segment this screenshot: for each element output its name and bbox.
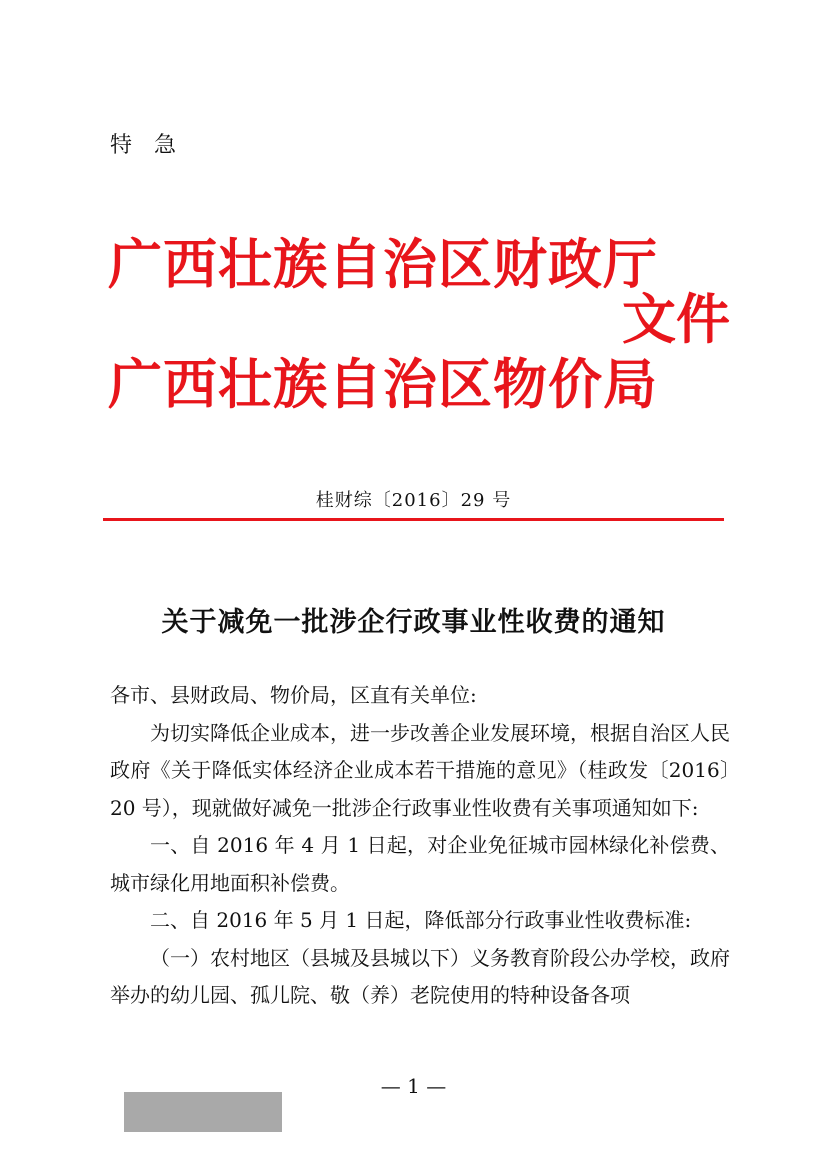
page-number: — 1 — [380,1074,447,1098]
body-paragraph: 为切实降低企业成本，进一步改善企业发展环境，根据自治区人民政府《关于降低实体经济企业成本若干措施的意见》（桂政发〔2016〕20 号），现就做好减免一批涉企行政事业性收费有关事项通知如下: [110,720,730,820]
body-paragraph: 一、自 2016 年 4 月 1 日起，对企业免征城市园林绿化补偿费、城市绿化用地面积补偿费。 [110,833,730,895]
document-title: 关于减免一批涉企行政事业性收费的通知 [161,607,666,638]
document-number: 桂财综〔2016〕29 号 [315,490,512,511]
body-paragraph: 二、自 2016 年 5 月 1 日起，降低部分行政事业性收费标准: [150,908,692,932]
red-divider-line [103,518,724,521]
urgency-label: 特急 [110,133,199,158]
document-body [110,677,730,1015]
issuer-price-bureau: 广西壮族自治区物价局 [108,352,658,416]
salutation: 各市、县财政局、物价局，区直有关单位: [110,683,477,707]
document-type-label: 文件 [622,287,730,351]
body-paragraph: （一）农村地区（县城及县城以下）义务教育阶段公办学校，政府举办的幼儿园、孤儿院、敬（养）老院使用的特种设备各项 [110,945,730,1007]
issuer-finance-department: 广西壮族自治区财政厅 [108,232,658,296]
redaction-block [124,1092,282,1132]
issuer-block [108,232,658,416]
